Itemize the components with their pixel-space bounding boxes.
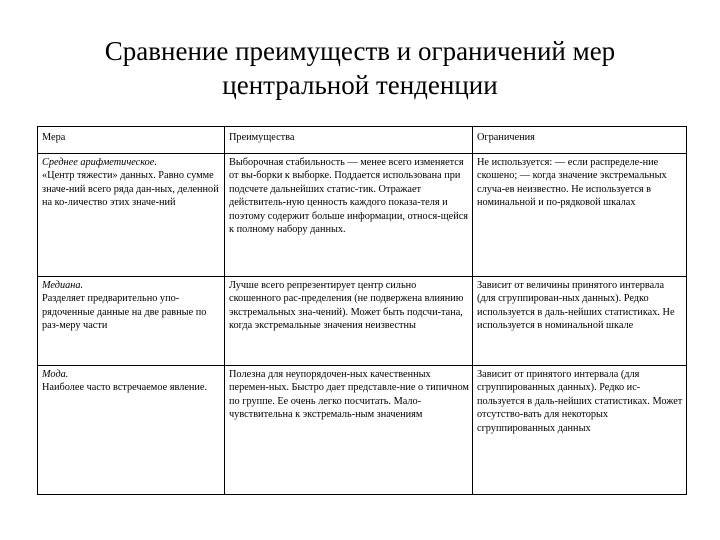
- measure-cell: [38, 277, 225, 366]
- header-measure: Мера: [38, 127, 225, 154]
- limitations-cell: Зависит от величины принятого интервала (для сгруппирован-ных данных). Редко используется в даль-нейших статистиках. Не используется в номинальной шкале: [473, 277, 687, 366]
- table-header-row: [38, 127, 687, 154]
- measure-name: Среднее арифметическое.: [42, 157, 157, 168]
- comparison-table: [37, 126, 687, 495]
- measure-name: Мода.: [42, 369, 69, 380]
- measure-cell: [38, 154, 225, 277]
- limitations-cell: Не используется: — если распределе-ние скошено; — когда значение экстремальных случа-ев неизвестно. Не используется в номинальной и по-рядковой шкалах: [473, 154, 687, 277]
- advantages-cell: Лучше всего репрезентирует центр сильно скошенного рас-пределения (не подвержена влиянию экстремальных зна-чений). Может быть подсчи-тана, когда экстремальные значения неизвестны: [225, 277, 473, 366]
- limitations-cell: Зависит от принятого интервала (для сгруппированных данных). Редко ис-пользуется в даль-нейших статистиках. Может отсутство-вать для некоторых сгруппированных данных: [473, 366, 687, 495]
- table-row: [38, 154, 687, 277]
- measure-name: Медиана.: [42, 280, 84, 291]
- advantages-cell: Выборочная стабильность — менее всего изменяется от вы-борки к выборке. Поддается использована при подсчете дальнейших статис-тик. Отражает действитель-ную ценность каждого показа-теля и поэтому содержит больше информации, относя-щейся к полному набору данных.: [225, 154, 473, 277]
- header-limitations: Ограничения: [473, 127, 687, 154]
- advantages-cell: Полезна для неупорядочен-ных качественных перемен-ных. Быстро дает представле-ние о типичном по группе. Ее очень легко посчитать. Мало-чувствительна к экстремаль-ным значениям: [225, 366, 473, 495]
- table-row: [38, 277, 687, 366]
- measure-description: Разделяет предварительно упо-рядоченные данные на две равные по раз-меру части: [42, 293, 207, 332]
- page-title: [0, 34, 720, 102]
- page-title-line-2: центральной тенденции: [222, 70, 498, 100]
- header-advantages: Преимущества: [225, 127, 473, 154]
- measure-cell: [38, 366, 225, 495]
- table-row: [38, 366, 687, 495]
- page-title-line-1: Сравнение преимуществ и ограничений мер: [104, 36, 616, 66]
- measure-description: Наиболее часто встречаемое явление.: [42, 382, 208, 394]
- measure-description: «Центр тяжести» данных. Равно сумме значе-ний всего ряда дан-ных, деленной на ко-личество этих значе-ний: [42, 170, 219, 209]
